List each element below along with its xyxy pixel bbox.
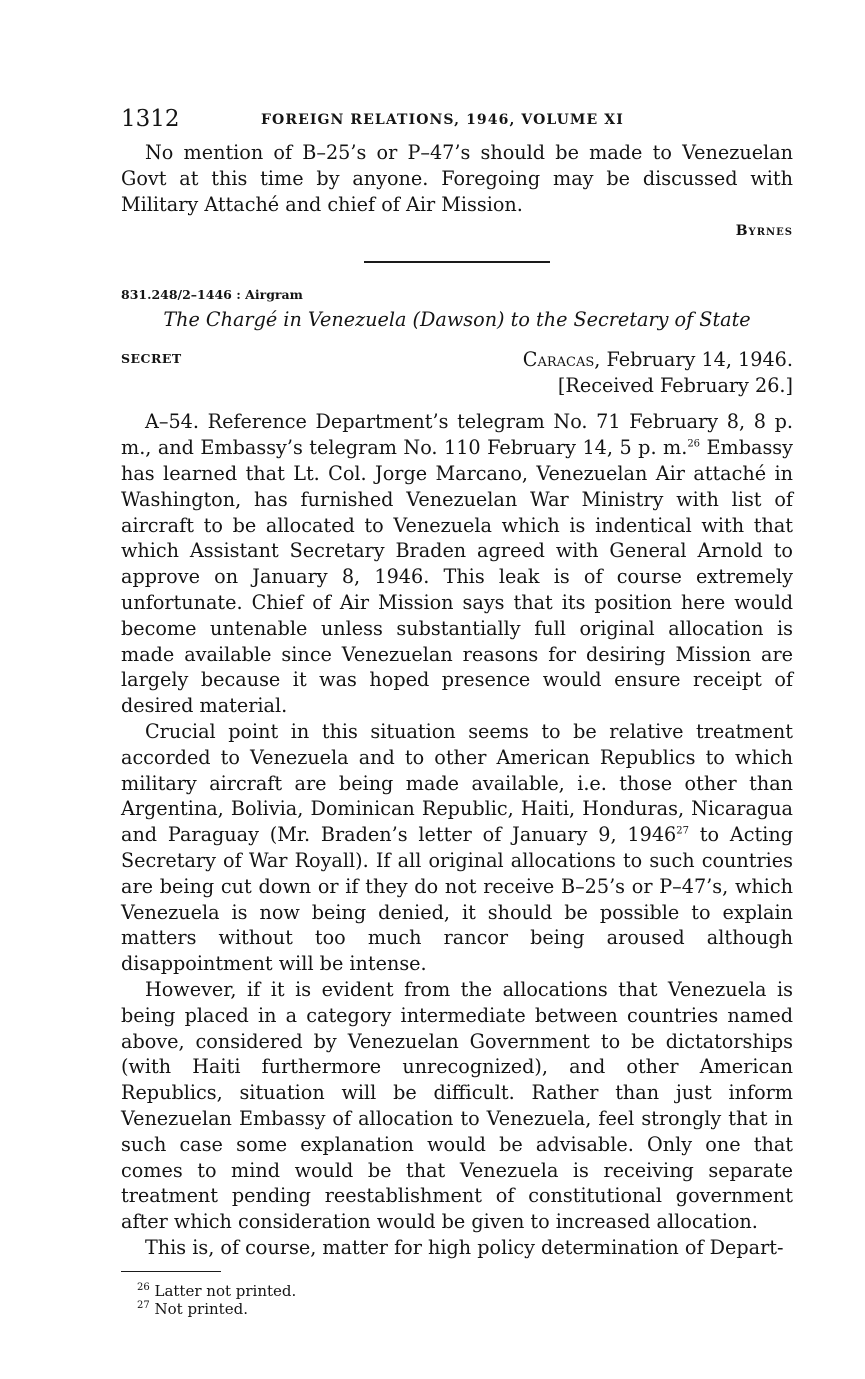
previous-document-closing: No mention of B–25’s or P–47’s should be made to Venezuelan Govt at this time by anyone. Foregoing may be discussed with Military Attaché and chief of Air Mission. xyxy=(121,141,793,216)
footnote-divider xyxy=(121,1271,221,1273)
footnote-ref: 27 xyxy=(676,825,689,837)
footnote-ref: 26 xyxy=(687,438,701,450)
running-title: FOREIGN RELATIONS, 1946, VOLUME XI xyxy=(261,112,624,128)
paragraph-text: to Acting Secretary of War Royall). If all original allocations to such countries are being cut down or if they do not receive B–25’s or P–47’s, which Venezuela is now being denied, it should be possible to explain matters without too much rancor being aroused although disappointment will be intense. xyxy=(121,823,793,976)
body-paragraph xyxy=(121,977,793,1235)
section-divider xyxy=(364,261,550,263)
footnote-mark: 27 xyxy=(137,1300,150,1312)
place: Caracas xyxy=(522,348,595,372)
footnote xyxy=(137,1282,793,1300)
classification: SECRET xyxy=(121,351,182,367)
body-paragraph xyxy=(121,1235,793,1261)
signature: Byrnes xyxy=(735,223,793,240)
body-paragraph xyxy=(121,719,793,977)
footnote xyxy=(137,1300,793,1318)
paragraph-text: This is, of course, matter for high policy determination of Depart- xyxy=(145,1235,784,1259)
place-date xyxy=(523,347,793,399)
body-paragraph xyxy=(121,409,793,719)
footnote-text: Latter not printed. xyxy=(149,1282,297,1301)
paragraph-text: However, if it is evident from the allocations that Venezuela is being placed in a category intermediate between countries named above, considered by Venezuelan Government to be dictatorships (with Haiti furthermore unrecognized), and other American Republics, situation will be difficult. Rather than just inform Venezuelan Embassy of allocation to Venezuela, feel strongly that in such case some explanation would be advisable. Only one that comes to mind would be that Venezuela is receiving separate treatment pending reestablishment of constitutional government after which consideration would be given to increased allocation. xyxy=(121,977,793,1234)
paragraph-text: A–54. Reference Department’s telegram No. 71 February 8, 8 p. m., and Embassy’s telegram No. 110 February 14, 5 p. m. xyxy=(121,410,793,460)
page-header xyxy=(121,106,793,140)
page-number: 1312 xyxy=(121,106,180,132)
received-date: [Received February 26.] xyxy=(557,374,793,398)
dateline xyxy=(121,347,793,403)
file-number: 831.248/2–1446 : Airgram xyxy=(121,287,303,303)
date: , February 14, 1946. xyxy=(594,348,793,372)
document-body xyxy=(121,409,793,1260)
footnote-text: Not printed. xyxy=(149,1300,248,1319)
paragraph-text: Crucial point in this situation seems to be relative treatment accorded to Venezuela and to other American Republics to which military aircraft are being made available, i.e. those other than Argentina, Bolivia, Dominican Republic, Haiti, Honduras, Nicaragua and Paraguay (Mr. Braden’s letter of January 9, 1946 xyxy=(121,719,793,847)
footnotes xyxy=(121,1282,793,1318)
paragraph-text: Embassy has learned that Lt. Col. Jorge Marcano, Venezuelan Air attaché in Washington, has furnished Venezuelan War Ministry with list of aircraft to be allocated to Venezuela which is indentical with that which Assistant Secretary Braden agreed with General Arnold to approve on January 8, 1946. This leak is of course extremely unfortunate. Chief of Air Mission says that its position here would become untenable unless substantially full original allocation is made available since Venezuelan reasons for desiring Mission are largely because it was hoped presence would ensure receipt of desired material. xyxy=(121,436,793,718)
footnote-mark: 26 xyxy=(137,1282,150,1294)
document-title: The Chargé in Venezuela (Dawson) to the Secretary of State xyxy=(163,308,751,332)
document-page xyxy=(121,106,793,1318)
